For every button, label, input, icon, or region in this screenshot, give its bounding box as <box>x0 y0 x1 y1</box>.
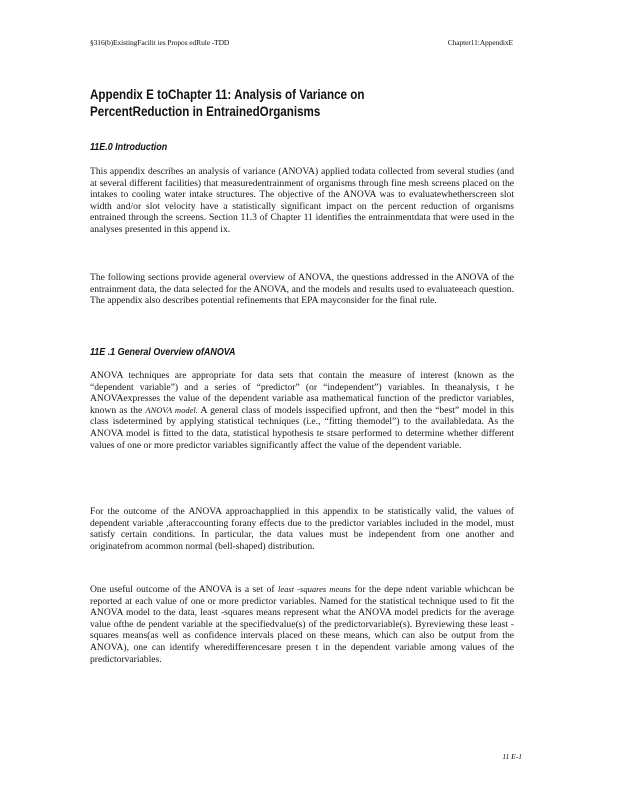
title-line-1: Appendix E toChapter 11: Analysis of Variance on <box>90 87 365 102</box>
anova-model-term: ANOVA model. <box>145 404 198 415</box>
least-squares-term: least -squares means <box>278 584 352 594</box>
anova-p3-text-a: One useful outcome of the ANOVA is a set of <box>90 584 278 595</box>
anova-paragraph-3 <box>90 584 514 665</box>
anova-paragraph-2: For the outcome of the ANOVA approachapplied in this appendix to be statistically valid, the values of dependent variable ,afteraccounting forany effects due to the predictor variables included in the model, must satisfy certain conditions. In particular, the data values must be independent from one another and originatefrom acommon normal (bell-shaped) distribution. <box>90 506 514 552</box>
anova-paragraph-1 <box>90 370 514 451</box>
running-header-right: Chapter11:AppendixE <box>447 38 513 47</box>
anova-p1-text-b: A general class of models isspecified upfront, and then the “best” model in this class isdetermined by applying statistical techniques (i.e., “fitting themodel”) to the availabledata. As the ANOVA model is fitted to the data, statistical hypothesis te stsare performed to determine whether different values of one or more predictor variables significantly affect the value of the dependent variable. <box>90 404 514 451</box>
intro-paragraph-2: The following sections provide ageneral overview of ANOVA, the questions addressed in the ANOVA of the entrainment data, the data selected for the ANOVA, and the models and results used to evaluateeach question. The appendix also describes potential refinements that EPA mayconsider for the final rule. <box>90 272 514 307</box>
running-header-left: §316(b)ExistingFacilit ies Propos edRule -TDD <box>90 38 230 47</box>
intro-paragraph-1: This appendix describes an analysis of variance (ANOVA) applied todata collected from several studies (and at several different facilities) that measuredentrainment of organisms through fine mesh screens placed on the intakes to cooling water intake structures. The objective of the ANOVA was to evaluatewhetherscreen slot width and/or slot velocity have a statistically significant impact on the percent reduction of organisms entrained through the screens. Section 11.3 of Chapter 11 identifies the entrainmentdata that were used in the analyses presented in this append ix. <box>90 166 514 235</box>
appendix-title <box>90 86 520 120</box>
anova-p1-text-a: ANOVA techniques are appropriate for data sets that contain the measure of interest (known as the “dependent variable”) and a series of “predictor” (or “independent”) variables. In theanalysis, t he ANOVAexpresses the value of the dependent variable asa mathematical function of the predictor variables, known as the <box>90 370 514 416</box>
page-number: 11 E-1 <box>502 752 522 761</box>
section-heading-introduction: 11E.0 Introduction <box>90 141 168 153</box>
anova-p3-text-b: for the depe ndent variable whichcan be reported at each value of one or more predictor variables. Named for the statistical technique used to fit the ANOVA model to the data, least -squares means represent what the ANOVA model predicts for the average value ofthe de pendent variable at the specifiedvalue(s) of the predictorvariable(s). Byreviewing these least - squares means(as well as confidence intervals placed on these means, which can also be output from the ANOVA), one can identify wheredifferencesare presen t in the dependent variable among values of the predictorvariables. <box>90 584 514 665</box>
title-line-2: PercentReduction in EntrainedOrganisms <box>90 104 321 119</box>
section-heading-anova-overview: 11E .1 General Overview ofANOVA <box>90 346 236 358</box>
